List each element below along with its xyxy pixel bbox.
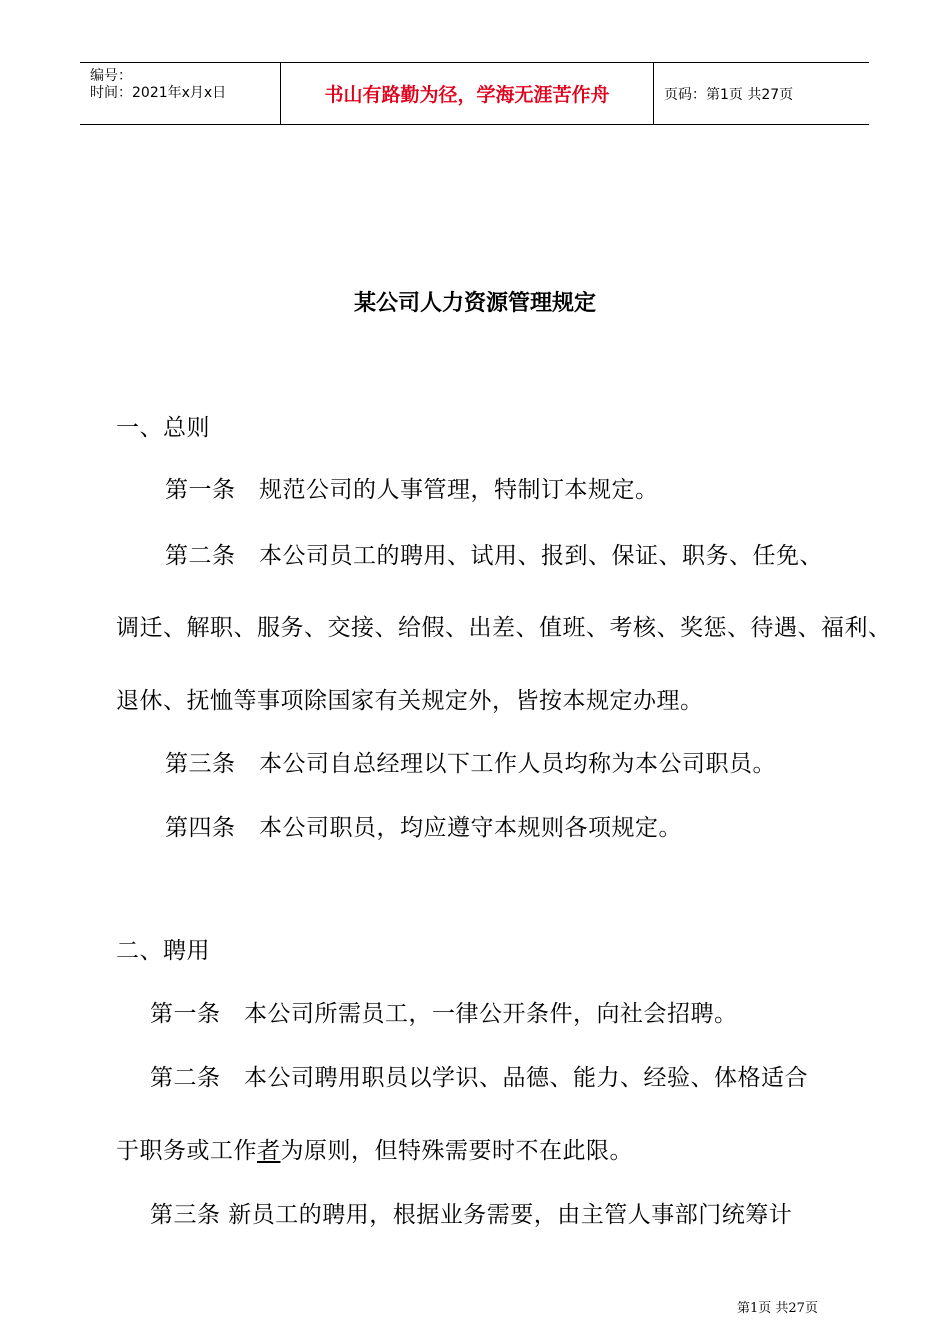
paragraph-line: 第一条 本公司所需员工，一律公开条件，向社会招聘。 (150, 1001, 738, 1027)
paragraph-line: 第二条 本公司聘用职员以学识、品德、能力、经验、体格适合 (150, 1065, 808, 1091)
paragraph-line: 第四条 本公司职员，均应遵守本规则各项规定。 (165, 815, 682, 841)
header-motto: 书山有路勤为径，学海无涯苦作舟 (324, 84, 610, 106)
page-header (80, 62, 869, 125)
header-meta (80, 63, 280, 124)
document-title: 某公司人力资源管理规定 (353, 290, 596, 316)
paragraph-line (116, 1132, 633, 1165)
number-label: 编号： (90, 68, 132, 84)
paragraph-line: 第三条 新员工的聘用，根据业务需要，由主管人事部门统筹计 (150, 1202, 793, 1228)
paragraph-line: 第二条 本公司员工的聘用、试用、报到、保证、职务、任免、 (165, 543, 823, 569)
text-run: 为原则，但特殊需要时不在此限。 (280, 1138, 633, 1164)
paragraph-line: 第三条 本公司自总经理以下工作人员均称为本公司职员。 (165, 751, 776, 777)
underlined-text: 者 (257, 1138, 281, 1164)
paragraph-line: 退休、抚恤等事项除国家有关规定外，皆按本规定办理。 (116, 688, 704, 714)
time-label: 时间：2021年x月x日 (90, 85, 227, 101)
paragraph-line: 第一条 规范公司的人事管理，特制订本规定。 (165, 477, 659, 503)
header-page-info: 页码：第1页 共27页 (664, 87, 794, 103)
section-heading: 二、聘用 (116, 938, 210, 964)
text-run: 于职务或工作 (116, 1138, 257, 1164)
page-footer: 第1页 共27页 (737, 1301, 818, 1316)
header-divider (653, 63, 654, 124)
section-heading: 一、总则 (116, 415, 210, 441)
paragraph-line: 调迁、解职、服务、交接、给假、出差、值班、考核、奖惩、待遇、福利、 (116, 615, 892, 641)
